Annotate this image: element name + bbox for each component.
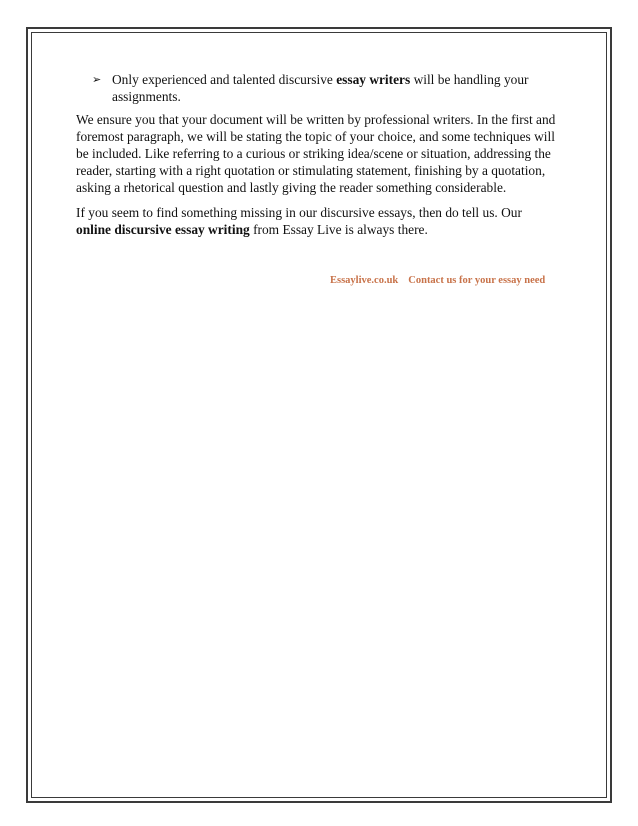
paragraph-2: If you seem to find something missing in our discursive essays, then do tell us. Our online discursive essay writing from Essay Live is always there. (76, 205, 522, 237)
site-link[interactable]: Essaylive.co.uk (330, 275, 399, 286)
paragraph-2-bold-text: online discursive essay writing (76, 222, 250, 237)
contact-link[interactable]: Contact us for your essay need (408, 275, 546, 286)
document-body (76, 71, 556, 246)
paragraph-1: We ensure you that your document will be written by professional writers. In the first and foremost paragraph, we will be stating the topic of your choice, and some techniques will be included. Like referring to a curious or striking idea/scene or situation, addressing the reader, starting with a right quotation or stimulating statement, finishing by a quotation, asking a rhetorical question and lastly giving the reader something considerable. (76, 112, 556, 195)
footer-links (330, 275, 545, 286)
arrow-bullet-icon: ➢ (92, 73, 102, 86)
bullet-text: Only experienced and talented discursive essay writers will be handling your assignments. (112, 72, 529, 104)
bullet-bold-text: essay writers (336, 72, 411, 87)
bullet-item (92, 71, 556, 105)
